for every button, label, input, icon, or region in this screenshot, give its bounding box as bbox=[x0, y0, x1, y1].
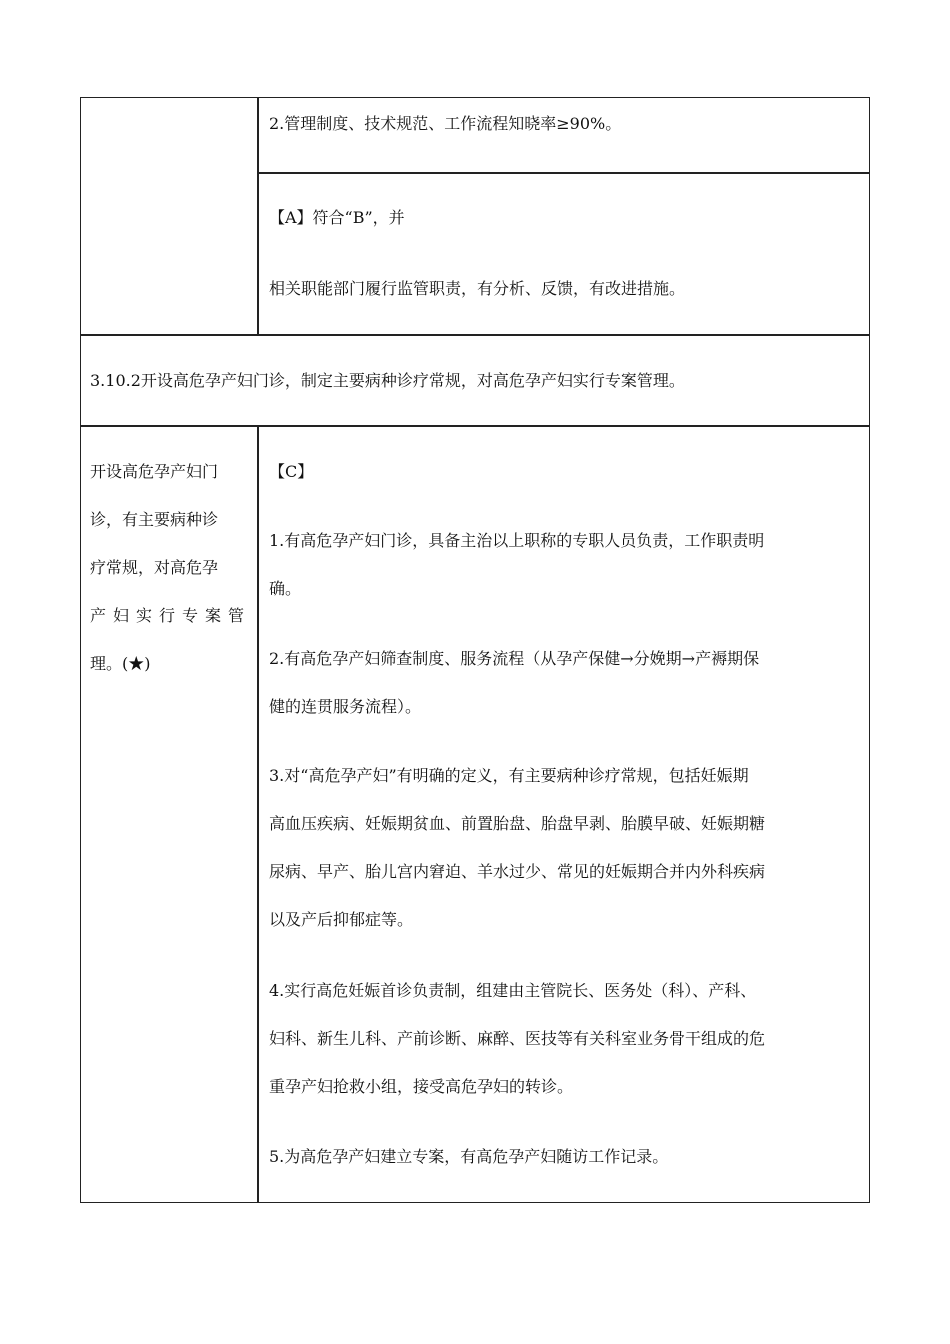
grade-c-item-4 bbox=[269, 967, 765, 1111]
standard-description-line: 诊，有主要病种诊 bbox=[90, 510, 219, 529]
grade-c-line: 3.对“高危孕产妇”有明确的定义，有主要病种诊疗常规，包括妊娠期 bbox=[269, 766, 749, 785]
grade-c-line: 1.有高危孕产妇门诊，具备主治以上职称的专职人员负责，工作职责明 bbox=[269, 531, 765, 550]
row-divider-section-bottom bbox=[80, 425, 870, 427]
grade-c-item-5 bbox=[269, 1133, 668, 1181]
grade-c-line: 确。 bbox=[269, 579, 302, 598]
standard-description-line: 开设高危孕产妇门 bbox=[90, 462, 219, 481]
grade-c-line: 4.实行高危妊娠首诊负责制，组建由主管院长、医务处（科）、产科、 bbox=[269, 981, 757, 1000]
grade-c-line: 5.为高危孕产妇建立专案，有高危孕产妇随访工作记录。 bbox=[269, 1147, 669, 1166]
standard-description-line: 产妇实行专案管 bbox=[90, 606, 252, 625]
grade-c-line: 以及产后抑郁症等。 bbox=[269, 910, 414, 929]
grade-c-item-2 bbox=[269, 635, 759, 731]
section-header: 3.10.2开设高危孕产妇门诊，制定主要病种诊疗常规，对高危孕产妇实行专案管理。 bbox=[90, 371, 685, 390]
row-divider-right bbox=[257, 172, 870, 174]
grade-c-line: 重孕产妇抢救小组，接受高危孕妇的转诊。 bbox=[269, 1077, 574, 1096]
grade-c-line: 高血压疾病、妊娠期贫血、前置胎盘、胎盘早剥、胎膜早破、妊娠期糖 bbox=[269, 814, 766, 833]
grade-c-header: 【C】 bbox=[269, 462, 314, 481]
grade-c-item-1 bbox=[269, 517, 764, 613]
grade-a-header: 【A】符合“B”，并 bbox=[269, 208, 405, 227]
requirement-item-2: 2.管理制度、技术规范、工作流程知晓率≥90%。 bbox=[269, 114, 622, 133]
standard-description-line: 理。(★) bbox=[90, 654, 151, 673]
row-divider-section-top bbox=[80, 334, 870, 336]
column-divider-bottom bbox=[257, 425, 259, 1203]
grade-c-item-3 bbox=[269, 752, 765, 944]
column-divider-top bbox=[257, 97, 259, 335]
grade-c-line: 妇科、新生儿科、产前诊断、麻醉、医技等有关科室业务骨干组成的危 bbox=[269, 1029, 766, 1048]
grade-c-line: 健的连贯服务流程）。 bbox=[269, 697, 422, 716]
grade-c-line: 尿病、早产、胎儿宫内窘迫、羊水过少、常见的妊娠期合并内外科疾病 bbox=[269, 862, 766, 881]
grade-a-text: 相关职能部门履行监管职责，有分析、反馈，有改进措施。 bbox=[269, 279, 686, 298]
standard-description bbox=[90, 448, 250, 688]
grade-c-line: 2.有高危孕产妇筛查制度、服务流程（从孕产保健→分娩期→产褥期保 bbox=[269, 649, 760, 668]
standard-description-line: 疗常规，对高危孕 bbox=[90, 558, 219, 577]
